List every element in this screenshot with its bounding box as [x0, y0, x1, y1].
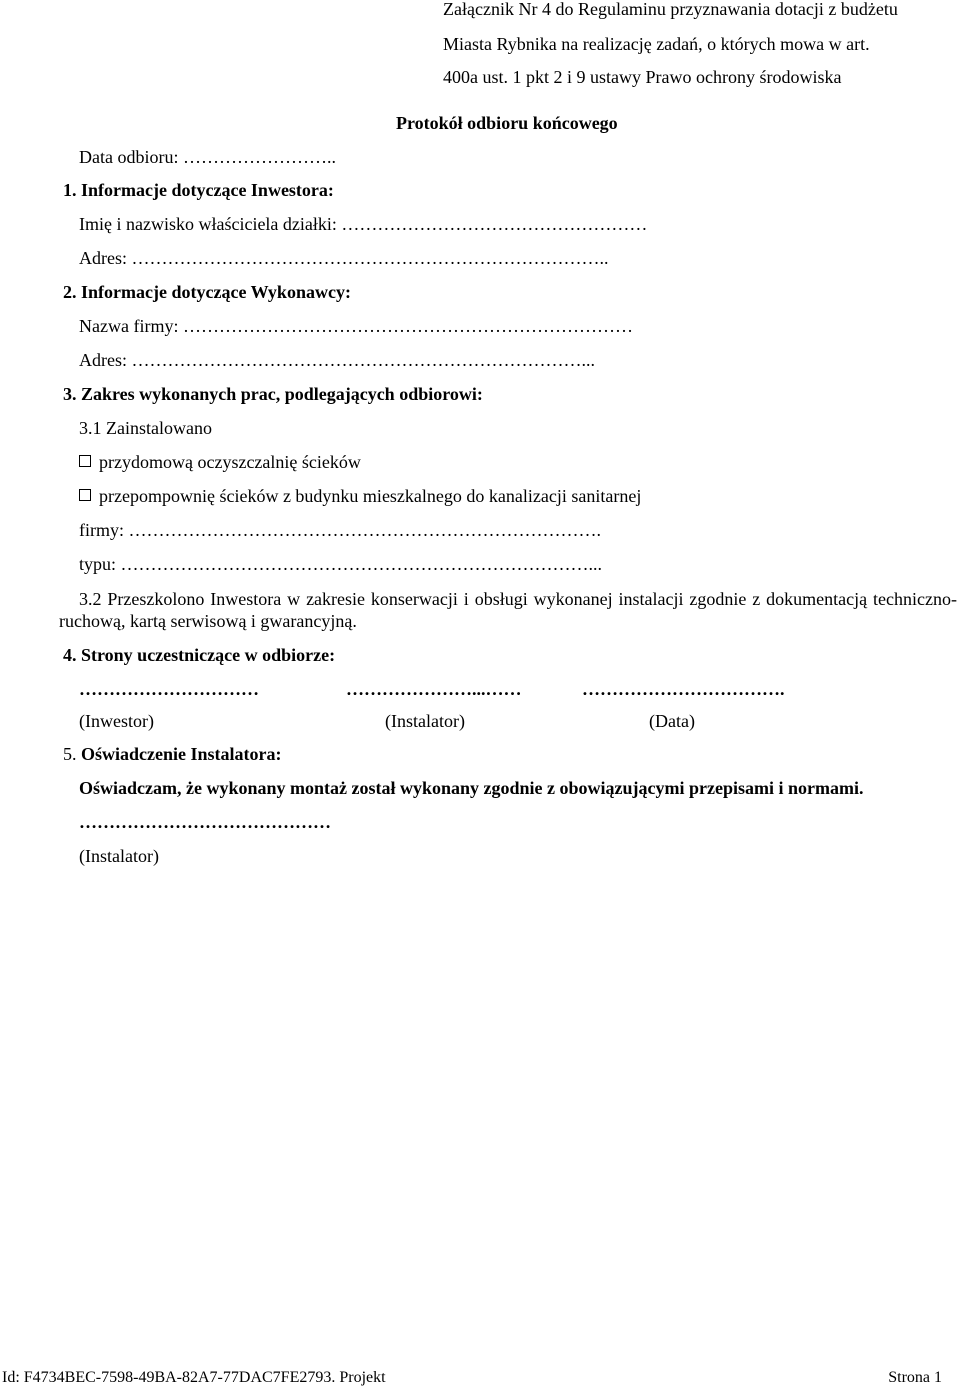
- installer-final-label: (Instalator): [79, 846, 159, 866]
- section-5-number: 5.: [63, 744, 81, 764]
- section-3-heading: 3. Zakres wykonanych prac, podlegających odbiorowi:: [63, 384, 483, 404]
- subsection-3-1: 3.1 Zainstalowano: [79, 418, 212, 438]
- installer-signature-line: …………………...……: [346, 679, 522, 699]
- section-2-heading: 2. Informacje dotyczące Wykonawcy:: [63, 282, 351, 302]
- section-4-heading: 4. Strony uczestniczące w odbiorze:: [63, 645, 336, 665]
- installer-final-signature-line: ……………………………………: [79, 812, 331, 832]
- subsection-3-2-text: 3.2 Przeszkolono Inwestora w zakresie konserwacji i obsługi wykonanej instalacji zgodnie z dokumentacją techniczno-ruchową, kartą serwisową i gwarancyjną.: [59, 589, 957, 631]
- document-id: Id: F4734BEC-7598-49BA-82A7-77DAC7FE2793. Projekt: [2, 1369, 386, 1386]
- section-1-heading: 1. Informacje dotyczące Inwestora:: [63, 180, 334, 200]
- header-line-3: 400a ust. 1 pkt 2 i 9 ustawy Prawo ochrony środowiska: [443, 67, 842, 87]
- subsection-3-2: [59, 588, 957, 632]
- installation-type-field: typu: ……………………………………………………………………...: [79, 554, 603, 574]
- checkbox-icon: [79, 489, 91, 501]
- investor-address-field: Adres: ……………………………………………………………………..: [79, 248, 609, 268]
- option-pump-station-label: przepompownię ścieków z budynku mieszkalnego do kanalizacji sanitarnej: [99, 486, 642, 506]
- date-label: (Data): [649, 711, 695, 731]
- header-line-2: Miasta Rybnika na realizację zadań, o których mowa w art.: [443, 34, 870, 54]
- installer-label: (Instalator): [385, 711, 465, 731]
- contractor-address-field: Adres: …………………………………………………………………...: [79, 350, 595, 370]
- investor-signature-line: …………………………: [79, 679, 259, 699]
- document-title: Protokół odbioru końcowego: [396, 113, 618, 133]
- date-signature-line: …………………………….: [582, 679, 785, 699]
- checkbox-icon: [79, 455, 91, 467]
- option-treatment-plant: [79, 453, 361, 471]
- section-5-title: Oświadczenie Instalatora:: [81, 744, 282, 764]
- owner-name-field: Imię i nazwisko właściciela działki: ……………………………………………: [79, 214, 648, 234]
- section-5-heading: [63, 745, 281, 763]
- investor-label: (Inwestor): [79, 711, 154, 731]
- header-line-1: Załącznik Nr 4 do Regulaminu przyznawania dotacji z budżetu: [443, 0, 898, 19]
- option-pump-station: [79, 487, 641, 505]
- page-number: Strona 1: [888, 1369, 942, 1386]
- option-treatment-plant-label: przydomową oczyszczalnię ścieków: [99, 452, 361, 472]
- date-of-acceptance: Data odbioru: ……………………..: [79, 147, 336, 167]
- installer-company-field: firmy: …………………………………………………………………….: [79, 520, 601, 540]
- company-name-field: Nazwa firmy: …………………………………………………………………: [79, 316, 633, 336]
- installer-statement: Oświadczam, że wykonany montaż został wykonany zgodnie z obowiązującymi przepisami i normami.: [79, 778, 864, 798]
